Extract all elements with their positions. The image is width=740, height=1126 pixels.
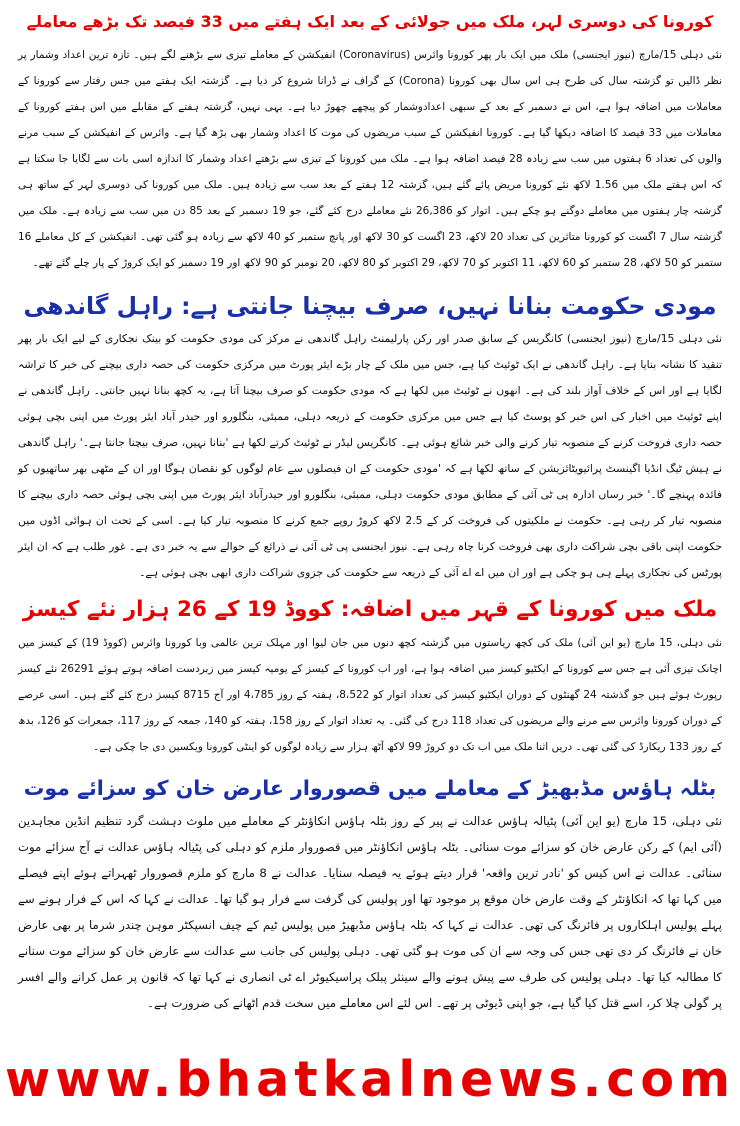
article-covid-cases [18, 592, 722, 760]
headline: ملک میں کورونا کے قہر میں اضافہ: کووڈ 19 کے 26 ہزار نئے کیسز [22, 597, 718, 622]
article-corona-second-wave [18, 4, 722, 276]
article-body: نئی دہلی 15/مارچ (نیوز ایجنسی) کانگریس کے سابق صدر اور رکن پارلیمنٹ راہل گاندھی نے مرکز کی مودی حکومت کو بینک نجکاری کے لیے ایک بار پھر تنقید کا نشانہ بنایا ہے۔ راہل گاندھی نے ایک ٹوئیٹ کیا ہے، جس میں ملک کے چار بڑے ایئر پورٹ میں مرکزی حکومت کی حصہ داری بیچنے کی خبر کا تراشہ لگایا ہے اور اس کے خلاف آواز بلند کی ہے۔ انھوں نے ٹوئیٹ میں لکھا ہے کہ مودی حکومت کو صرف بیچنا آتا ہے، یہ کچھ بنانا نہیں جانتی۔ راہل گاندھی نے اپنے ٹوئیٹ میں اخبار کی اس خبر کو پوسٹ کیا ہے جس میں مرکزی حکومت کے ذریعہ دہلی، ممبئی، بنگلورو اور حیدر آباد ایئر پورٹ میں اپنی بچی ہوئی حصہ داری فروخت کرنے کے منصوبہ تیار کرنے والی خبر شائع ہوئی ہے۔ کانگریس لیڈر نے ٹوئیٹ کرتے لکھا ہے 'بنانا نہیں، صرف بیچنا جانتا ہے۔' راہل گاندھی نے ہیش ٹیگ انڈیا اگینسٹ پرائیویٹائزیشن کے ساتھ لکھا ہے کہ 'مودی حکومت کے ان فیصلوں سے عام لوگوں کو نقصان ہوگا اور ان کے مٹھی بھر ساتھیوں کو فائدہ پہنچے گا۔' خبر رساں ادارہ پی ٹی آئی کے مطابق مودی حکومت دہلی، ممبئی، بنگلورو اور حیدرآباد ایئر پورٹ میں اپنی بچی ہوئی حصہ داری بیچنے کا منصوبہ تیار کر رہی ہے۔ حکومت نے ملکیتوں کی فروخت کر کے 2.5 لاکھ کروڑ روپے جمع کرنے کا منصوبہ تیار کیا ہے۔ اسی کے تحت ان ہوائی اڈوں میں حکومت اپنی باقی بچی شراکت داری بھی فروخت کرنا چاہ رہی ہے۔ نیوز ایجنسی پی ٹی آئی نے ذرائع کے حوالے سے یہ خبر دی ہے۔ غور طلب ہے کہ ان ایئر پورٹس کی نجکاری پہلے ہی ہو چکی ہے اور ان میں اے اے آئی کے ذریعہ سے حکومت کی جزوی شراکت داری ابھی بچی ہوئی ہے۔ [18, 332, 722, 579]
article-body: نئی دہلی 15/مارچ (نیوز ایجنسی) ملک میں ایک بار پھر کورونا وائرس (Coronavirus) انفیکشن کے معاملے تیزی سے بڑھنے لگے ہیں۔ تازہ ترین اعداد وشمار پر نظر ڈالیں تو گزشتہ سال کی طرح ہی اس سال بھی کورونا (Corona) کے گراف نے ڈرانا شروع کر دیا ہے۔ گزشتہ ایک ہفتے میں جس رفتار سے کورونا کے معاملات میں اضافہ ہوا ہے، اس نے دسمبر کے بعد کے سبھی اعدادوشمار کو پیچھے چھوڑ دیا ہے۔ یہی نہیں، گزشتہ ہفتے کے مقابلے میں اس ہفتے کورونا کے معاملات میں 33 فیصد کا اضافہ دیکھا گیا ہے۔ کورونا انفیکشن کے سبب مریضوں کی موت کا اعداد وشمار بھی بڑھ گیا ہے۔ وائرس کے انفیکشن کے سبب مرنے والوں کی تعداد 6 ہفتوں میں سب سے زیادہ 28 فیصد اضافہ ہوا ہے۔ ملک میں کورونا کے تیزی سے بڑھتے اعداد وشمار کا اندازہ اسی بات سے لگایا جا سکتا ہے کہ اس ہفتے ملک میں 1.56 لاکھ نئے کورونا مریض پائے گئے ہیں، گزشتہ 12 ہفتے کے بعد سب سے زیادہ ہیں۔ ملک میں کورونا کی دوسری لہر کے ساتھ ہی گزشتہ چار ہفتوں میں معاملے دوگنے ہو چکے ہیں۔ اتوار کو 26,386 نئے معاملے درج کئے گئے، جو 19 دسمبر کے بعد 85 دن میں سب سے زیادہ ہے۔ ملک میں گزشتہ سال 7 اگست کو کورونا متاثرین کی تعداد 20 لاکھ، 23 اگست کو 30 لاکھ اور پانچ ستمبر کو 40 لاکھ سے زیادہ ہو گئی تھی۔ انفیکشن کے کل معاملے 16 ستمبر کو 50 لاکھ، 28 ستمبر کو 60 لاکھ، 11 اکتوبر کو 70 لاکھ، 29 اکتوبر کو 80 لاکھ، 20 نومبر کو 90 لاکھ اور 19 دسمبر کو ایک کروڑ کے پار چلے گئے تھے۔ [18, 49, 723, 269]
website-footer[interactable]: www.bhatkalnews.com [4, 1051, 736, 1108]
headline: بٹلہ ہاؤس مڈبھیڑ کے معاملے میں قصوروار عارض خان کو سزائے موت [23, 776, 717, 800]
headline: مودی حکومت بنانا نہیں، صرف بیچنا جانتی ہے: راہل گاندھی [23, 292, 717, 320]
article-body: نئی دہلی، 15 مارچ (یو این آئی) ملک کی کچھ ریاستوں میں گزشتہ کچھ دنوں میں جان لیوا اور مہلک ترین عالمی وبا کورونا وائرس (کووڈ 19) کے کیسز میں اچانک تیزی آئی ہے جس سے کورونا کے ایکٹیو کیسز میں اضافہ ہوا ہے، اور اب کورونا کے کیسز کے یومیہ کیسز میں زبردست اضافہ ہوتے ہوئے 26291 نئے کیسز رپورٹ ہوئے ہیں جو گذشتہ 24 گھنٹوں کے دوران ایکٹیو کیسز کی تعداد اتوار کو 8،522، ہفتہ کے روز 4،785 اور آج 8715 کیسز درج کئے گئے ہیں۔ اسی عرصے کے دوران کورونا وائرس سے مرنے والے مریضوں کی تعداد 118 درج کی گئی۔ یہ تعداد اتوار کے روز 158، ہفتہ کو 140، جمعہ کے روز 117، جمعرات کو 126، بدھ کے روز 133 ریکارڈ کی گئی تھی۔ دریں اثنا ملک میں اب تک دو کروڑ 99 لاکھ آٹھ ہزار سے زیادہ لوگوں کو اینٹی کورونا ویکسین دی جا چکی ہے۔ [18, 637, 723, 753]
article-rahul-gandhi [18, 288, 722, 586]
article-body: نئی دہلی، 15 مارچ (یو این آئی) پٹیالہ ہاؤس عدالت نے پیر کے روز بٹلہ ہاؤس انکاؤنٹر کے معاملے میں ملوث دہشت گرد تنظیم انڈین مجاہدین (آئی ایم) کے رکن عارض خان کو سزائے موت سنائی۔ بٹلہ ہاؤس انکاؤنٹر میں قصوروار ملزم کو دہلی کی پٹیالہ ہاؤس عدالت نے آج سزائے موت سنائی۔ عدالت نے اس کیس کو 'نادر ترین واقعہ' قرار دیتے ہوئے یہ فیصلہ سنایا۔ عدالت نے 8 مارچ کو ملزم قصوروار ٹھہراتے ہوئے اپنے فیصلے میں کہا تھا کہ انکاؤنٹر کے وقت عارض خان موقع پر موجود تھا اور پولیس کی گرفت سے فرار ہو گیا تھا۔ عدالت نے کہا کہ اس کے فرار ہونے سے پہلے پولیس اہلکاروں پر فائرنگ کی تھی۔ عدالت نے کہا کہ بٹلہ ہاؤس مڈبھیڑ میں پولیس ٹیم کے چیف انسپکٹر موہن چندر شرما پر بھی عارض خان نے فائرنگ کر دی تھی جس کی وجہ سے ان کی موت ہو گئی تھی۔ دہلی پولیس کی جانب سے عدالت سے عارض خان کو سزائے موت سنانے کا مطالبہ کیا تھا۔ دہلی پولیس کی طرف سے پیش ہونے والے سینئر پبلک پراسیکیوٹر اے ٹی انصاری نے کہا تھا کہ قانون پر عمل کرانے والے افسر پر گولی چلا کر، اسے قتل کیا گیا ہے، جو اپنی ڈیوٹی پر تھے۔ اس لئے اس معاملے میں سخت قدم اٹھانے کی ضرورت ہے۔ [18, 814, 722, 1010]
headline: کورونا کی دوسری لہر، ملک میں جولائی کے بعد ایک ہفتے میں 33 فیصد تک بڑھے معاملے [26, 12, 714, 31]
article-batla-house [18, 770, 722, 1016]
